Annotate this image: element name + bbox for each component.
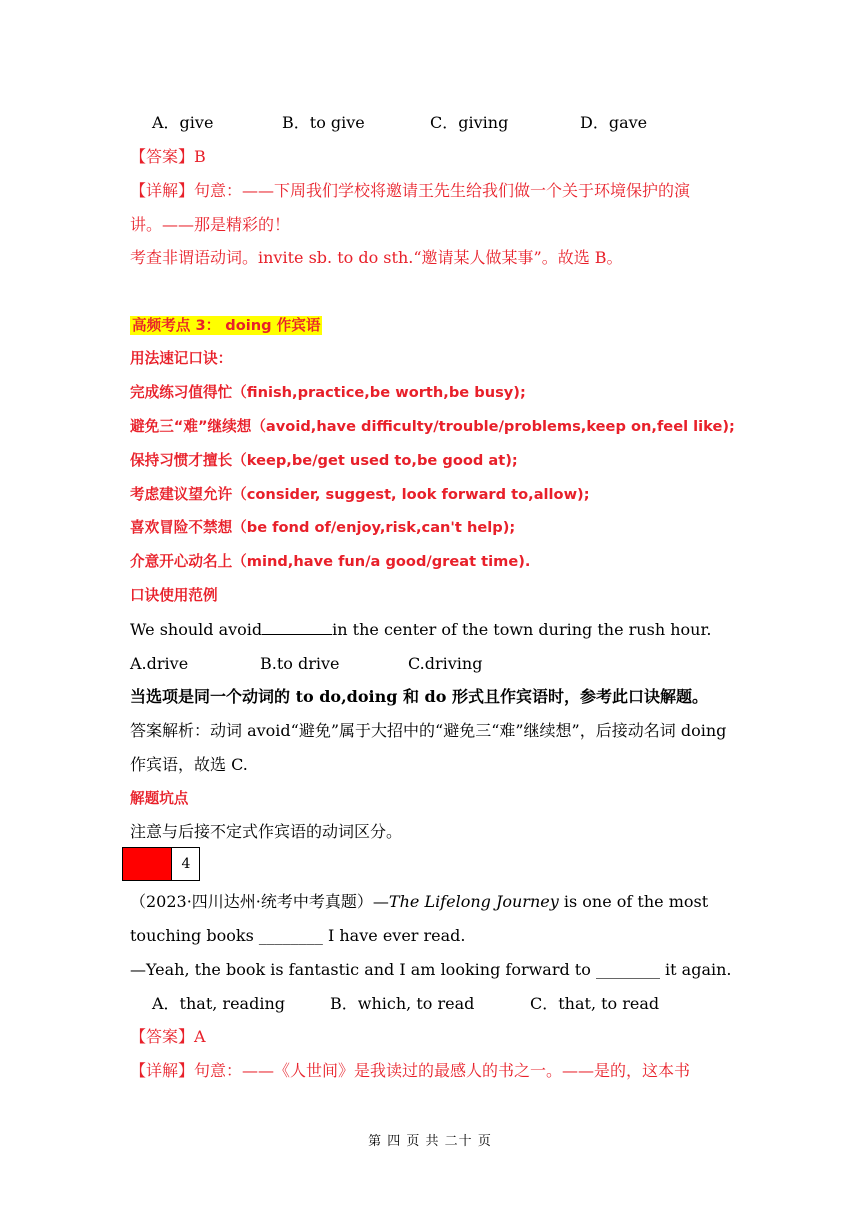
question-number-marker — [123, 848, 171, 880]
example-analysis-1: 答案解析：动词 avoid“避免”属于大招中的“避免三“难”继续想”，后接动名词 doing — [130, 721, 727, 740]
example-sentence — [130, 620, 711, 640]
mnemonic-line: 介意开心动名上（mind,have fun/a good/great time). — [130, 553, 531, 570]
q4-source: （2023·四川达州·统考中考真题）— — [130, 892, 389, 911]
answer-blank — [262, 620, 332, 635]
mnemonic-line: 考虑建议望允许（consider, suggest, look forward to,allow); — [130, 486, 590, 503]
section-title: 高频考点 3： doing 作宾语 — [132, 317, 321, 334]
page-footer: 第 四 页 共 二十 页 — [368, 1134, 492, 1149]
option-d: D．gave — [580, 113, 648, 132]
example-option-b: B.to drive — [260, 654, 340, 673]
example-option-a: A.drive — [130, 654, 189, 673]
mnemonic-line: 避免三“难”继续想（avoid,have difficulty/trouble/problems,keep on,feel like); — [130, 418, 735, 435]
q4-option-b: B．which, to read — [330, 994, 475, 1013]
pitfall-text: 注意与后接不定式作宾语的动词区分。 — [130, 822, 403, 841]
q4-line1-rest: is one of the most — [558, 892, 709, 911]
example-option-c: C.driving — [408, 654, 483, 673]
q4-line-2: touching books ________ I have ever read. — [130, 926, 466, 945]
mnemonic-heading: 用法速记口诀： — [130, 350, 233, 367]
q4-line-3: —Yeah, the book is fantastic and I am looking forward to ________ it again. — [130, 960, 732, 979]
example-tip: 当选项是同一个动词的 to do,doing 和 do 形式且作宾语时，参考此口诀解题。 — [130, 687, 708, 706]
mnemonic-line: 完成练习值得忙（finish,practice,be worth,be busy); — [130, 384, 526, 401]
example-analysis-2: 作宾语，故选 C. — [130, 755, 248, 774]
q3-detail-1: 【详解】句意：——下周我们学校将邀请王先生给我们做一个关于环境保护的演 — [130, 181, 691, 200]
q4-detail: 【详解】句意：——《人世间》是我读过的最感人的书之一。——是的，这本书 — [130, 1061, 691, 1080]
option-b: B．to give — [282, 113, 365, 132]
mnemonic-line: 喜欢冒险不禁想（be fond of/enjoy,risk,can't help); — [130, 519, 516, 536]
example-heading: 口诀使用范例 — [130, 587, 218, 604]
mnemonic-line: 保持习惯才擅长（keep,be/get used to,be good at); — [130, 452, 518, 469]
q4-option-c: C．that, to read — [530, 994, 660, 1013]
option-c: C．giving — [430, 113, 509, 132]
section-title-wrap — [130, 315, 322, 336]
option-a: A．give — [152, 113, 214, 132]
q3-detail-3: 考查非谓语动词。invite sb. to do sth.“邀请某人做某事”。故选 B。 — [130, 248, 623, 267]
example-sentence-before: We should avoid — [130, 620, 263, 639]
question-number-box — [122, 847, 200, 881]
example-sentence-after: in the center of the town during the rush hour. — [332, 620, 712, 639]
q3-answer: 【答案】B — [130, 147, 206, 166]
pitfall-heading: 解题坑点 — [130, 790, 189, 807]
q4-line-1 — [130, 892, 708, 912]
q4-book-title: The Lifelong Journey — [388, 892, 559, 911]
q4-answer: 【答案】A — [130, 1027, 206, 1046]
q4-option-a: A．that, reading — [152, 994, 285, 1013]
question-number: 4 — [171, 848, 200, 880]
q3-detail-2: 讲。——那是精彩的！ — [130, 215, 291, 234]
